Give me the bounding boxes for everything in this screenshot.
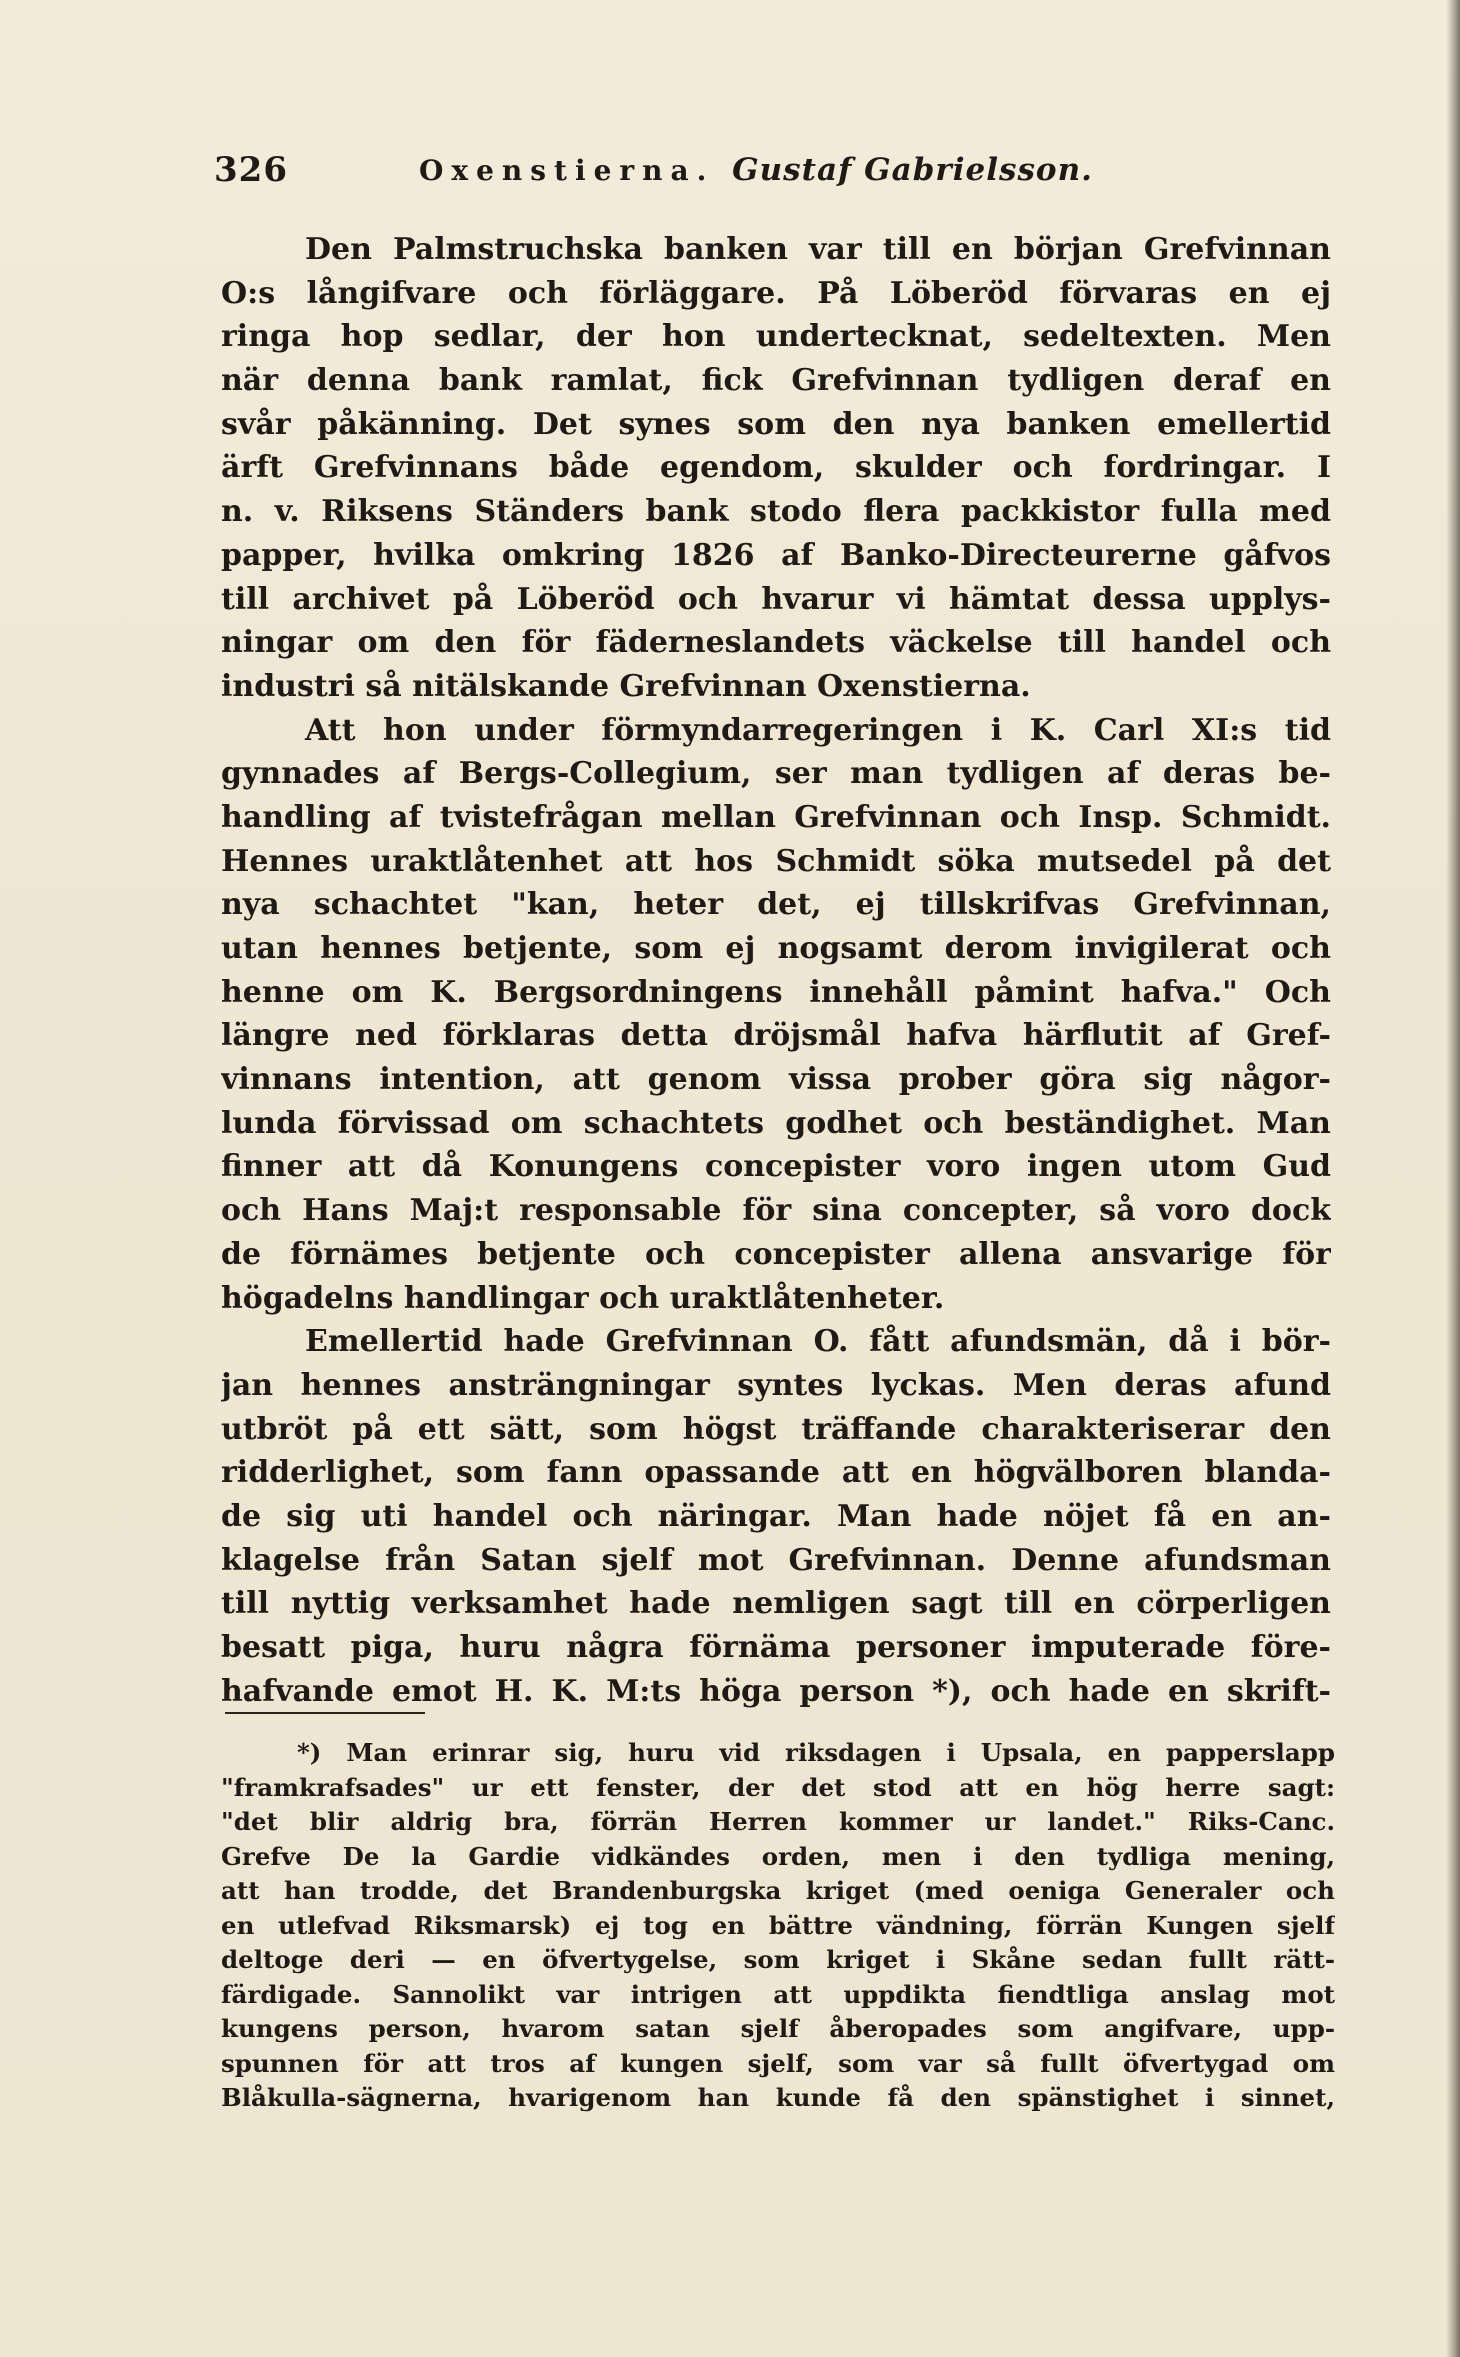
body-line: finner att då Konungens concepister voro ingen utom Gud [221,1149,1331,1185]
body-line: de förnämes betjente och concepister allena ansvarige för [221,1236,1331,1272]
body-line: Att hon under förmyndarregeringen i K. Carl XI:s tid [305,712,1331,748]
body-line: jan hennes ansträngningar syntes lyckas. Men deras afund [221,1367,1331,1403]
body-line: Emellertid hade Grefvinnan O. fått afundsmän, då i bör- [305,1324,1331,1360]
body-line: O:s långifvare och förläggare. På Löberöd förvaras en ej [221,275,1331,311]
body-line: besatt piga, huru några förnäma personer imputerade före- [221,1630,1331,1665]
body-line: till archivet på Löberöd och hvarur vi hämtat dessa upplys- [221,581,1331,617]
body-line: till nyttig verksamhet hade nemligen sagt till en cörperligen [221,1586,1331,1622]
body-line: henne om K. Bergsordningens innehåll påmint hafva." Och [221,974,1331,1010]
body-line: handling af tvistefrågan mellan Grefvinnan och Insp. Schmidt. [221,799,1331,835]
running-head [419,152,1093,188]
body-line: hafvande emot H. K. M:ts höga person *), och hade en skrift- [221,1673,1331,1709]
footnote-rule [225,1712,425,1714]
body-line: utan hennes betjente, som ej nogsamt derom invigilerat och [221,931,1331,966]
body-line: papper, hvilka omkring 1826 af Banko-Directeurerne gåfvos [221,537,1331,573]
footnote-line: en utlefvad Riksmarsk) ej tog en bättre vändning, förrän Kungen sjelf [221,1910,1335,1940]
body-line: gynnades af Bergs-Collegium, ser man tydligen af deras be- [221,756,1331,792]
body-line: utbröt på ett sätt, som högst träffande charakteriserar den [221,1411,1331,1447]
body-line: ridderlighet, som fann opassande att en högvälboren blanda- [221,1455,1331,1491]
body-line: vinnans intention, att genom vissa prober göra sig någor- [221,1062,1331,1098]
footnote-line: *) Man erinrar sig, huru vid riksdagen i Upsala, en papperslapp [297,1738,1335,1767]
body-line: högadelns handlingar och uraktlåtenheter. [221,1280,945,1316]
body-text [221,228,1331,1713]
body-line: Den Palmstruchska banken var till en början Grefvinnan [305,232,1331,267]
footnote-line: "framkrafsades" ur ett fenster, der det stod att en hög herre sagt: [221,1772,1335,1802]
footnote-line: deltoge deri — en öfvertygelse, som kriget i Skåne sedan fullt rätt- [221,1945,1335,1974]
body-line: ringa hop sedlar, der hon undertecknat, sedeltexten. Men [221,319,1331,355]
footnote-line: kungens person, hvarom satan sjelf åberopades som angifvare, upp- [221,2014,1335,2043]
body-line: industri så nitälskande Grefvinnan Oxenstierna. [221,668,1031,704]
footnote-line: färdigade. Sannolikt var intrigen att uppdikta fiendtliga anslag mot [221,1979,1335,2009]
body-line: n. v. Riksens Ständers bank stodo flera packkistor fulla med [221,494,1331,530]
footnote-line: "det blir aldrig bra, förrän Herren kommer ur landet." Riks-Canc. [221,1807,1335,1836]
footnote-line: Grefve De la Gardie vidkändes orden, men i den tydliga mening, [221,1841,1335,1871]
body-line: svår påkänning. Det synes som den nya banken emellertid [221,406,1331,442]
running-head-subject: Gustaf Gabrielsson. [732,152,1093,188]
body-line: lunda förvissad om schachtets godhet och beständighet. Man [221,1105,1331,1141]
footnote-line: spunnen för att tros af kungen sjelf, som var så fullt öfvertygad om [221,2048,1335,2078]
page-header [214,150,1334,200]
body-line: Hennes uraktlåtenhet att hos Schmidt söka mutsedel på det [221,843,1331,879]
body-line: ärft Grefvinnans både egendom, skulder och fordringar. I [221,450,1331,486]
page-number: 326 [214,150,288,190]
running-head-name: Oxenstierna. [419,154,715,187]
body-line: längre ned förklaras detta dröjsmål hafva härflutit af Gref- [221,1018,1331,1054]
body-line: klagelse från Satan sjelf mot Grefvinnan. Denne afundsman [221,1542,1331,1578]
body-line: nya schachtet "kan, heter det, ej tillskrifvas Grefvinnan, [221,887,1331,923]
footnote-line: Blåkulla-sägnerna, hvarigenom han kunde få den spänstighet i sinnet, [221,2083,1335,2112]
page-edge-shadow [1446,0,1460,2357]
body-line: ningar om den för fäderneslandets väckelse till handel och [221,625,1331,661]
body-line: när denna bank ramlat, fick Grefvinnan tydligen deraf en [221,363,1331,399]
footnote-line: att han trodde, det Brandenburgska kriget (med oeniga Generaler och [221,1876,1335,1905]
footnote [221,1736,1335,2116]
body-line: och Hans Maj:t responsable för sina concepter, så voro dock [221,1193,1331,1229]
body-line: de sig uti handel och näringar. Man hade nöjet få en an- [221,1498,1331,1534]
